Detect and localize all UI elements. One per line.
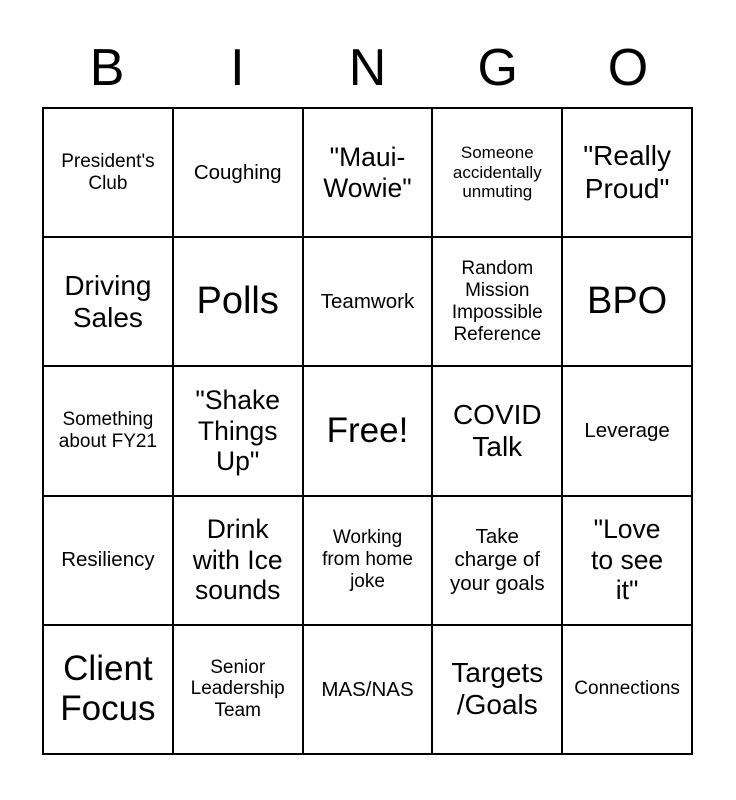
cell-label: Senior Leadership Team bbox=[190, 656, 285, 722]
cell-label: Something about FY21 bbox=[58, 409, 158, 452]
bingo-cell[interactable] bbox=[562, 237, 692, 366]
cell-label: COVID Talk bbox=[452, 398, 542, 462]
bingo-cell[interactable] bbox=[432, 625, 562, 754]
bingo-cell-free[interactable] bbox=[303, 366, 433, 495]
bingo-board bbox=[42, 107, 693, 755]
board-row-3 bbox=[43, 366, 692, 495]
bingo-letter-i: I bbox=[230, 39, 245, 97]
cell-label: Resiliency bbox=[61, 548, 155, 572]
bingo-cell[interactable] bbox=[562, 366, 692, 495]
cell-label: Working from home joke bbox=[322, 527, 413, 593]
bingo-cell[interactable] bbox=[432, 108, 562, 237]
bingo-title bbox=[42, 36, 693, 100]
bingo-letter-g: G bbox=[477, 39, 518, 97]
cell-label: Driving Sales bbox=[64, 269, 152, 333]
board-row-1 bbox=[43, 108, 692, 237]
bingo-letter-b: B bbox=[89, 39, 125, 97]
bingo-cell[interactable] bbox=[303, 625, 433, 754]
bingo-cell[interactable] bbox=[173, 496, 303, 625]
cell-label: Coughing bbox=[193, 160, 282, 184]
cell-label: Connections bbox=[574, 678, 680, 700]
bingo-cell[interactable] bbox=[303, 108, 433, 237]
cell-label: President's Club bbox=[61, 150, 155, 194]
bingo-cell[interactable] bbox=[43, 366, 173, 495]
cell-label: Take charge of your goals bbox=[449, 524, 545, 595]
bingo-cell[interactable] bbox=[173, 366, 303, 495]
bingo-cell[interactable] bbox=[432, 496, 562, 625]
cell-label: Someone accidentally unmuting bbox=[452, 143, 542, 202]
cell-label: Leverage bbox=[584, 419, 670, 443]
cell-label: Random Mission Impossible Reference bbox=[451, 258, 543, 345]
bingo-cell[interactable] bbox=[432, 366, 562, 495]
bingo-cell[interactable] bbox=[43, 237, 173, 366]
bingo-cell[interactable] bbox=[173, 237, 303, 366]
board-row-5 bbox=[43, 625, 692, 754]
bingo-cell[interactable] bbox=[303, 237, 433, 366]
cell-label: BPO bbox=[586, 279, 668, 322]
cell-label: Targets /Goals bbox=[451, 657, 544, 721]
cell-label: "Really Proud" bbox=[583, 140, 671, 204]
bingo-cell[interactable] bbox=[562, 108, 692, 237]
cell-label: Teamwork bbox=[320, 290, 415, 313]
bingo-cell[interactable] bbox=[43, 625, 173, 754]
bingo-cell[interactable] bbox=[303, 496, 433, 625]
cell-label: Polls bbox=[196, 279, 279, 322]
bingo-letter-o: O bbox=[607, 39, 649, 97]
board-row-4 bbox=[43, 496, 692, 625]
cell-label: Free! bbox=[326, 410, 409, 450]
bingo-cell[interactable] bbox=[562, 625, 692, 754]
bingo-cell[interactable] bbox=[173, 108, 303, 237]
bingo-cell[interactable] bbox=[43, 496, 173, 625]
cell-label: MAS/NAS bbox=[321, 677, 414, 701]
bingo-cell[interactable] bbox=[432, 237, 562, 366]
cell-label: "Shake Things Up" bbox=[195, 385, 280, 477]
cell-label: Drink with Ice sounds bbox=[192, 514, 283, 606]
bingo-cell[interactable] bbox=[562, 496, 692, 625]
board-row-2 bbox=[43, 237, 692, 366]
bingo-cell[interactable] bbox=[173, 625, 303, 754]
cell-label: Client Focus bbox=[60, 649, 156, 729]
cell-label: "Love to see it" bbox=[590, 514, 664, 606]
cell-label: "Maui-Wowie" bbox=[323, 142, 412, 203]
bingo-cell[interactable] bbox=[43, 108, 173, 237]
bingo-letter-n: N bbox=[348, 39, 387, 97]
